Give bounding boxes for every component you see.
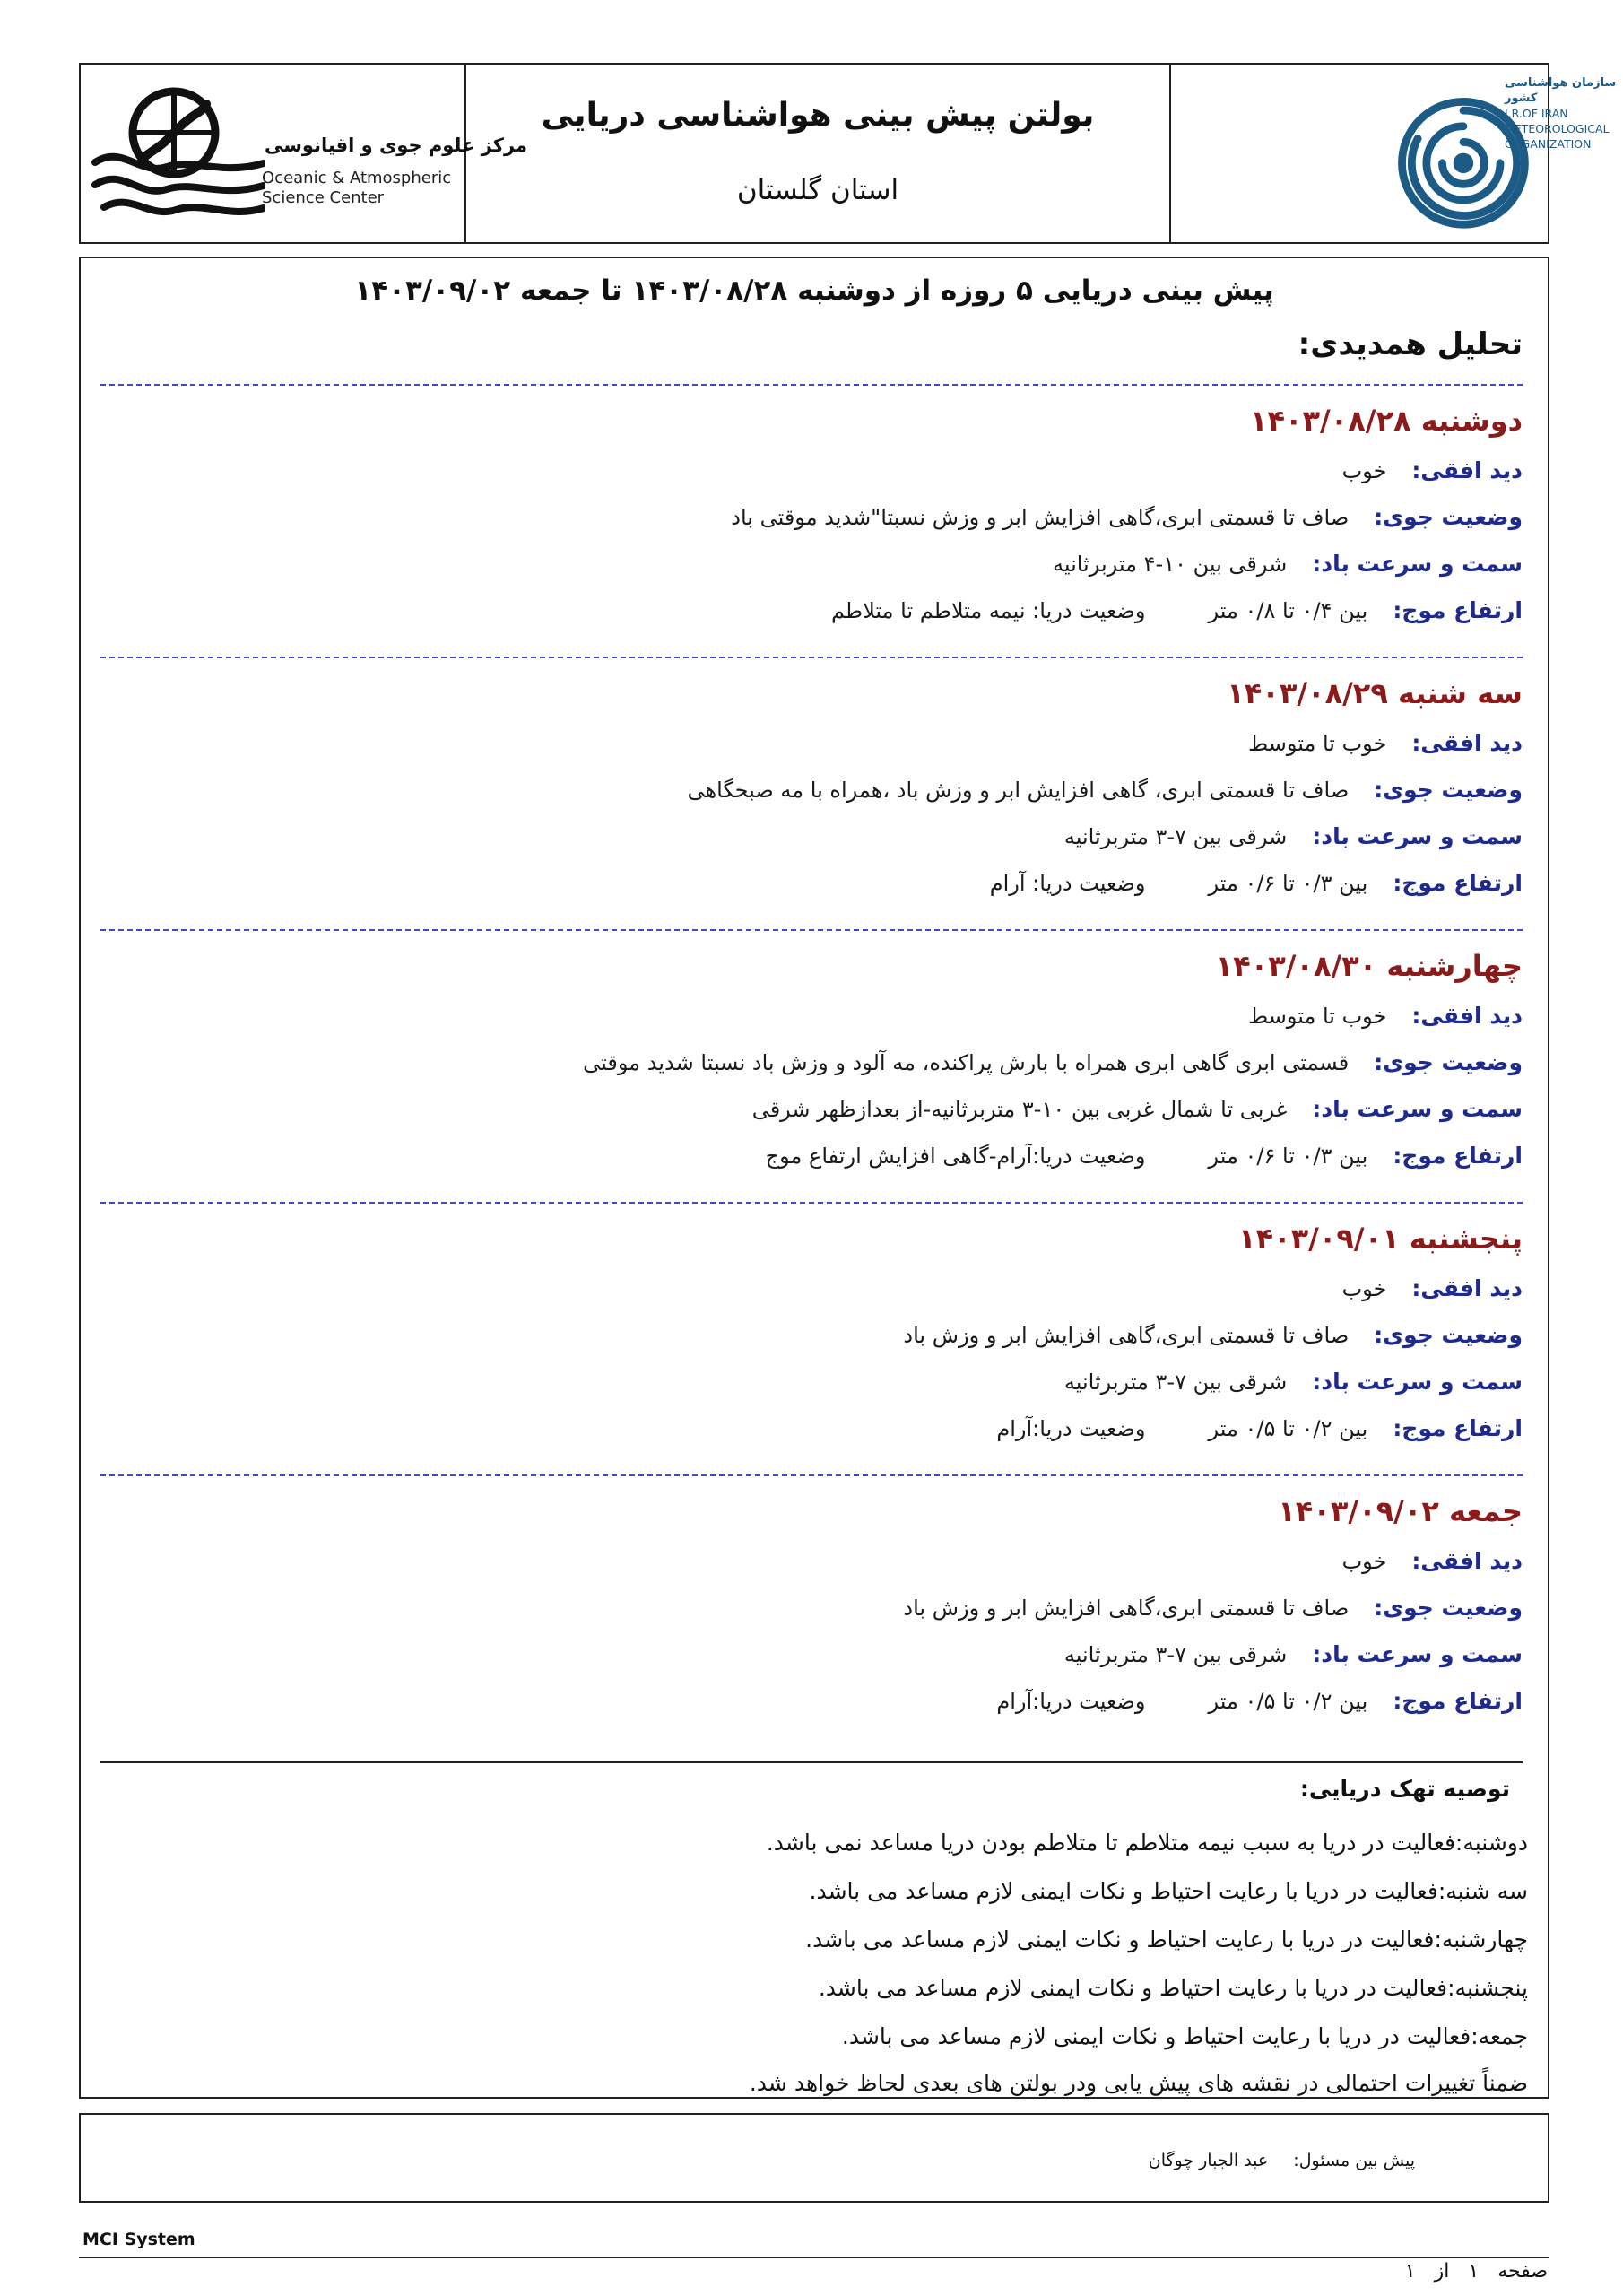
bulletin-header bbox=[79, 63, 1617, 244]
forecast-body bbox=[79, 257, 1549, 2099]
wave-label: ارتفاع موج: bbox=[1393, 1688, 1523, 1714]
page-indicator bbox=[1393, 2260, 1548, 2283]
wind-row bbox=[1064, 1369, 1523, 1405]
day-section-tuesday bbox=[100, 657, 1523, 896]
wind-label: سمت و سرعت باد: bbox=[1312, 1369, 1523, 1395]
visibility-value: خوب bbox=[1341, 1276, 1387, 1301]
wave-label: ارتفاع موج: bbox=[1393, 1143, 1523, 1169]
sea-state-value: وضعیت دریا: آرام bbox=[989, 871, 1146, 896]
wave-row bbox=[996, 1688, 1523, 1724]
synoptic-heading: تحلیل همدیدی: bbox=[1298, 326, 1523, 362]
visibility-label: دید افقی: bbox=[1411, 1275, 1523, 1301]
forecaster-signature bbox=[1149, 2151, 1415, 2170]
wind-value: شرقی بین ۷-۳ متربرثانیه bbox=[1063, 1642, 1288, 1667]
system-name: MCI System bbox=[82, 2230, 195, 2249]
of-label: از bbox=[1434, 2260, 1450, 2283]
wind-row bbox=[1053, 551, 1523, 587]
visibility-label: دید افقی: bbox=[1411, 1548, 1523, 1574]
visibility-value: خوب تا متوسط bbox=[1247, 1004, 1387, 1029]
wave-value: بین ۰/۲ تا ۰/۵ متر bbox=[1208, 1416, 1368, 1441]
weather-value: صاف تا قسمتی ابری،گاهی افزایش ابر و وزش باد bbox=[903, 1596, 1350, 1621]
recommendation-item: جمعه:فعالیت در دریا با رعایت احتیاط و نکات ایمنی لازم مساعد می باشد. bbox=[841, 2023, 1528, 2049]
wave-value: بین ۰/۴ تا ۰/۸ متر bbox=[1208, 598, 1368, 623]
wind-row bbox=[752, 1096, 1523, 1132]
forecast-title: پیش بینی دریایی ۵ روزه از دوشنبه ۱۴۰۳/۰۸/۲۸ تا جمعه ۱۴۰۳/۰۹/۰۲ bbox=[354, 274, 1274, 307]
wave-row bbox=[996, 1415, 1523, 1451]
visibility-value: خوب تا متوسط bbox=[1247, 731, 1387, 756]
page-number: ۱ bbox=[1468, 2260, 1480, 2283]
weather-value: صاف تا قسمتی ابری، گاهی افزایش ابر و وزش باد ،همراه با مه صبحگاهی bbox=[687, 778, 1350, 803]
recommendation-heading: توصیه تهک دریایی: bbox=[1299, 1776, 1510, 1802]
wave-label: ارتفاع موج: bbox=[1393, 870, 1523, 896]
day-section-wednesday bbox=[100, 929, 1523, 1169]
wind-label: سمت و سرعت باد: bbox=[1312, 551, 1523, 577]
weather-row bbox=[687, 777, 1523, 813]
footer-divider bbox=[79, 2257, 1549, 2258]
wave-value: بین ۰/۳ تا ۰/۶ متر bbox=[1208, 871, 1368, 896]
visibility-value: خوب bbox=[1341, 1549, 1387, 1574]
weather-row bbox=[583, 1049, 1523, 1085]
visibility-value: خوب bbox=[1341, 458, 1387, 483]
visibility-row bbox=[1342, 457, 1523, 493]
day-title: سه شنبه ۱۴۰۳/۰۸/۲۹ bbox=[1227, 676, 1523, 710]
oac-name-en-line1: Oceanic & Atmospheric bbox=[262, 169, 452, 187]
weather-value: قسمتی ابری گاهی ابری همراه با بارش پراکنده، مه آلود و وزش باد نسبتا شدید موقتی bbox=[583, 1050, 1350, 1075]
title-cell bbox=[466, 65, 1171, 242]
day-section-friday bbox=[100, 1474, 1523, 1714]
recommendation-item: چهارشنبه:فعالیت در دریا با رعایت احتیاط و نکات ایمنی لازم مساعد می باشد. bbox=[805, 1926, 1528, 1952]
oac-name-fa: مرکز علوم جوی و اقیانوسی bbox=[265, 135, 528, 156]
wind-row bbox=[1064, 1641, 1523, 1677]
weather-label: وضعیت جوی: bbox=[1374, 504, 1523, 530]
weather-value: صاف تا قسمتی ابری،گاهی افزایش ابر و وزش باد bbox=[903, 1323, 1350, 1348]
weather-label: وضعیت جوی: bbox=[1374, 777, 1523, 803]
visibility-label: دید افقی: bbox=[1411, 457, 1523, 483]
forecaster-name: عبد الجبار چوگان bbox=[1148, 2151, 1269, 2170]
wave-row bbox=[766, 1143, 1523, 1178]
page-total: ۱ bbox=[1404, 2260, 1416, 2283]
recommendation-item: پنجشنبه:فعالیت در دریا با رعایت احتیاط و نکات ایمنی لازم مساعد می باشد. bbox=[818, 1975, 1528, 2001]
sea-state-value: وضعیت دریا:آرام bbox=[996, 1416, 1146, 1441]
recommendation-divider bbox=[100, 1761, 1523, 1763]
sea-state-value: وضعیت دریا: نیمه متلاطم تا متلاطم bbox=[831, 598, 1146, 623]
visibility-row bbox=[1342, 1275, 1523, 1311]
sea-state-value: وضعیت دریا:آرام bbox=[996, 1689, 1146, 1714]
visibility-row bbox=[1248, 1003, 1523, 1039]
day-section-thursday bbox=[100, 1202, 1523, 1441]
visibility-row bbox=[1342, 1548, 1523, 1584]
oac-name-en bbox=[262, 169, 451, 208]
wind-value: غربی تا شمال غربی بین ۱۰-۳ متربرثانیه-از بعدازظهر شرقی bbox=[751, 1097, 1288, 1122]
signature-box bbox=[79, 2113, 1549, 2203]
wave-row bbox=[831, 597, 1523, 633]
day-section-monday bbox=[100, 384, 1523, 623]
wave-label: ارتفاع موج: bbox=[1393, 597, 1523, 623]
day-title: جمعه ۱۴۰۳/۰۹/۰۲ bbox=[1278, 1494, 1523, 1528]
irimo-name-fa: سازمان هواشناسی کشور bbox=[1505, 76, 1617, 105]
oac-logo-icon bbox=[86, 77, 265, 234]
day-title: چهارشنبه ۱۴۰۳/۰۸/۳۰ bbox=[1215, 949, 1523, 983]
oac-logo-cell bbox=[81, 65, 528, 242]
wind-label: سمت و سرعت باد: bbox=[1312, 1641, 1523, 1667]
day-title: پنجشنبه ۱۴۰۳/۰۹/۰۱ bbox=[1238, 1222, 1523, 1256]
recommendation-note: ضمناً تغییرات احتمالی در نقشه های پیش یابی ودر بولتن های بعدی لحاظ خواهد شد. bbox=[749, 2070, 1528, 2096]
weather-value: صاف تا قسمتی ابری،گاهی افزایش ابر و وزش نسبتا"شدید موقتی باد bbox=[731, 505, 1350, 530]
visibility-label: دید افقی: bbox=[1411, 1003, 1523, 1029]
irimo-name bbox=[1505, 75, 1623, 152]
visibility-row bbox=[1248, 730, 1523, 766]
irimo-line3: ORGANIZATION bbox=[1505, 137, 1592, 151]
visibility-label: دید افقی: bbox=[1411, 730, 1523, 756]
weather-row bbox=[903, 1595, 1523, 1631]
sea-state-value: وضعیت دریا:آرام-گاهی افزایش ارتفاع موج bbox=[765, 1144, 1146, 1169]
oac-name-en-line2: Science Center bbox=[262, 188, 385, 207]
irimo-line2: METEOROLOGICAL bbox=[1505, 122, 1610, 135]
wind-label: سمت و سرعت باد: bbox=[1312, 823, 1523, 849]
recommendation-item: دوشنبه:فعالیت در دریا به سبب نیمه متلاطم تا متلاطم بودن دریا مساعد نمی باشد. bbox=[766, 1830, 1528, 1856]
wind-value: شرقی بین ۱۰-۴ متربرثانیه bbox=[1052, 552, 1288, 577]
wind-value: شرقی بین ۷-۳ متربرثانیه bbox=[1063, 824, 1288, 849]
wave-label: ارتفاع موج: bbox=[1393, 1415, 1523, 1441]
wind-value: شرقی بین ۷-۳ متربرثانیه bbox=[1063, 1370, 1288, 1395]
weather-row bbox=[731, 504, 1523, 540]
irimo-line1: I.R.OF IRAN bbox=[1505, 107, 1568, 120]
weather-label: وضعیت جوی: bbox=[1374, 1595, 1523, 1621]
wave-value: بین ۰/۳ تا ۰/۶ متر bbox=[1208, 1144, 1368, 1169]
weather-row bbox=[903, 1322, 1523, 1358]
day-title: دوشنبه ۱۴۰۳/۰۸/۲۸ bbox=[1249, 404, 1523, 438]
weather-label: وضعیت جوی: bbox=[1374, 1322, 1523, 1348]
weather-label: وضعیت جوی: bbox=[1374, 1049, 1523, 1075]
forecaster-label: پیش بین مسئول: bbox=[1293, 2151, 1415, 2170]
page-label: صفحه bbox=[1497, 2260, 1548, 2283]
bulletin-title: بولتن پیش بینی هواشناسی دریایی bbox=[541, 97, 1095, 134]
wave-row bbox=[990, 870, 1523, 906]
wave-value: بین ۰/۲ تا ۰/۵ متر bbox=[1208, 1689, 1368, 1714]
wind-label: سمت و سرعت باد: bbox=[1312, 1096, 1523, 1122]
province-name: استان گلستان bbox=[736, 174, 899, 206]
irimo-logo-cell bbox=[1171, 65, 1617, 242]
recommendation-item: سه شنبه:فعالیت در دریا با رعایت احتیاط و نکات ایمنی لازم مساعد می باشد. bbox=[809, 1878, 1528, 1904]
wind-row bbox=[1064, 823, 1523, 859]
